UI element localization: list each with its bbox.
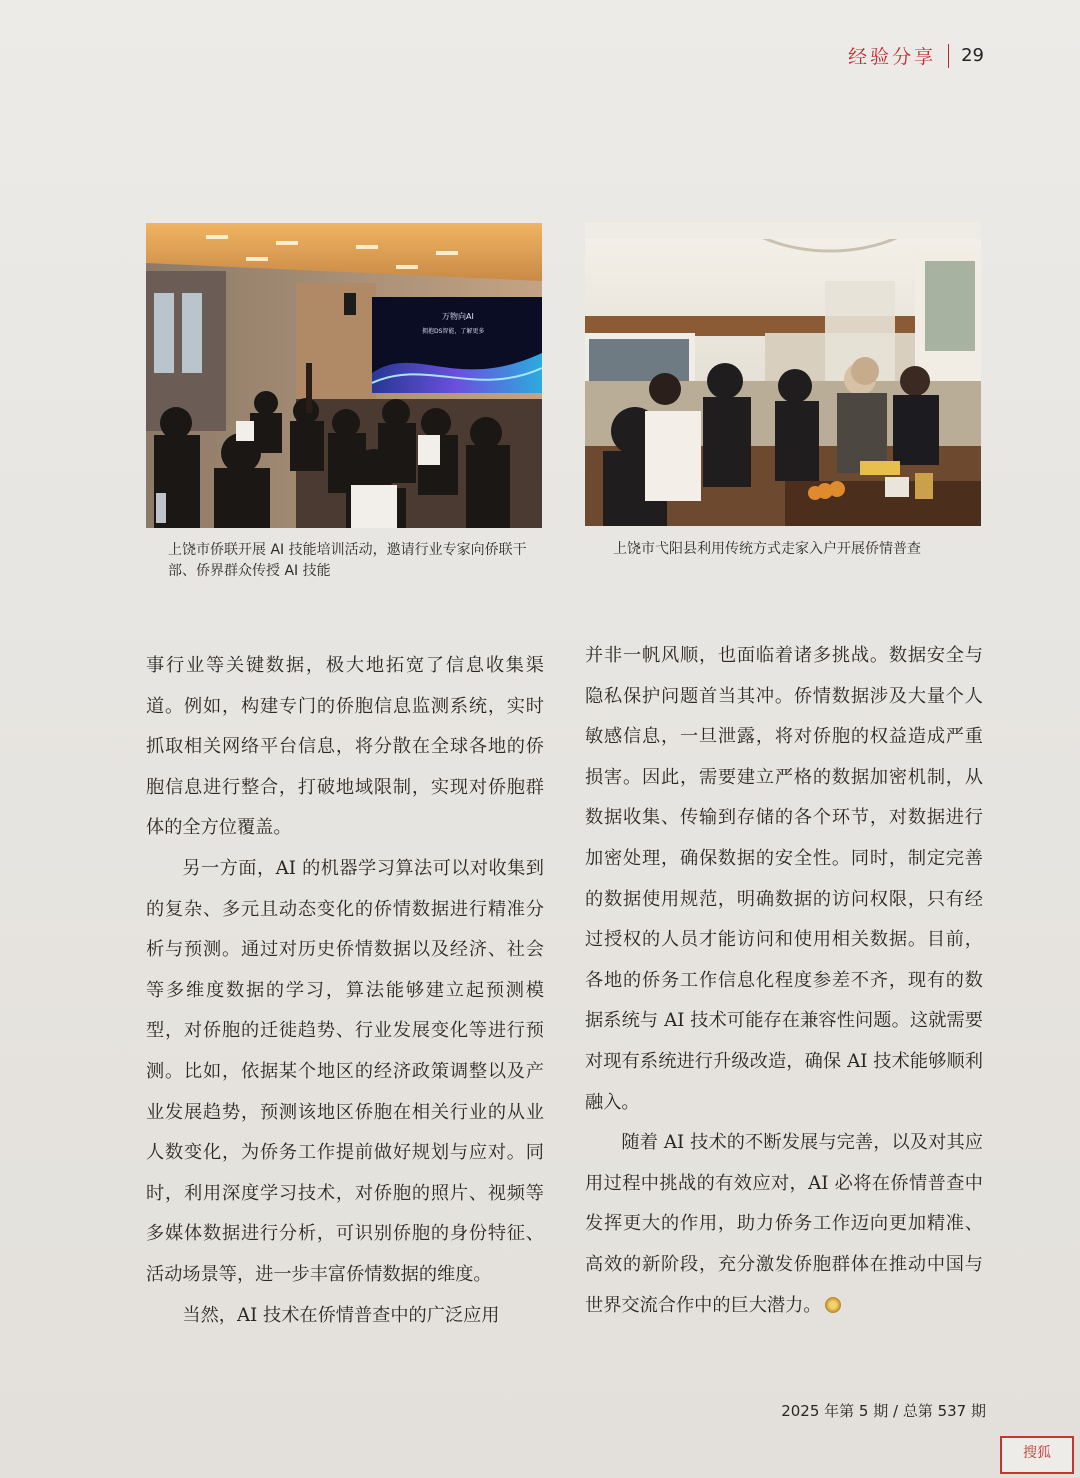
photo-household-visit-image — [585, 221, 981, 526]
photo-ai-training — [146, 223, 542, 528]
page-number: 29 — [961, 45, 984, 66]
paragraph: 另一方面，AI 的机器学习算法可以对收集到的复杂、多元且动态变化的侨情数据进行精准分析与预测。通过对历史侨情数据以及经济、社会等多维度数据的学习，算法能够建立起预测模型，对侨胞的迁徙趋势、行业发展变化等进行预测。比如，依据某个地区的经济政策调整以及产业发展趋势，预测该地区侨胞在相关行业的从业人数变化，为侨务工作提前做好规划与应对。同时，利用深度学习技术，对侨胞的照片、视频等多媒体数据进行分析，可识别侨胞的身份特征、活动场景等，进一步丰富侨情数据的维度。 — [146, 857, 544, 1285]
screen-title: 万物向AI — [442, 312, 474, 321]
end-mark-icon — [825, 1297, 841, 1313]
page-header — [848, 42, 984, 69]
paragraph: 当然，AI 技术在侨情普查中的广泛应用 — [182, 1304, 500, 1326]
article-column-left — [146, 646, 544, 1336]
photo-caption-right: 上饶市弋阳县利用传统方式走家入户开展侨情普查 — [613, 541, 921, 557]
paragraph-final — [585, 1123, 983, 1326]
watermark-seal: 搜狐 — [1000, 1436, 1074, 1474]
article-column-right — [585, 636, 983, 1326]
photo-caption-left: 上饶市侨联开展 AI 技能培训活动，邀请行业专家向侨联干部、侨界群众传授 AI 技能 — [168, 542, 527, 579]
photo-ai-training-image — [146, 223, 542, 528]
screen-subtitle: 拥抱DS智能，了解更多 — [422, 328, 485, 335]
header-divider — [948, 44, 949, 68]
paragraph-text: 随着 AI 技术的不断发展与完善，以及对其应用过程中挑战的有效应对，AI 必将在侨情普查中发挥更大的作用，助力侨务工作迈向更加精准、高效的新阶段，充分激发侨胞群体在推动中国与世界交流合作中的巨大潜力。 — [585, 1132, 983, 1316]
issue-info: 2025 年第 5 期 / 总第 537 期 — [781, 1402, 986, 1420]
section-name: 经验分享 — [848, 46, 937, 68]
paragraph: 并非一帆风顺，也面临着诸多挑战。数据安全与隐私保护问题首当其冲。侨情数据涉及大量个人敏感信息，一旦泄露，将对侨胞的权益造成严重损害。因此，需要建立严格的数据加密机制，从数据收集、传输到存储的各个环节，对数据进行加密处理，确保数据的安全性。同时，制定完善的数据使用规范，明确数据的访问权限，只有经过授权的人员才能访问和使用相关数据。目前，各地的侨务工作信息化程度参差不齐，现有的数据系统与 AI 技术可能存在兼容性问题。这就需要对现有系统进行升级改造，确保 AI 技术能够顺利融入。 — [585, 645, 983, 1113]
photo-household-visit — [585, 221, 981, 526]
paragraph: 事行业等关键数据，极大地拓宽了信息收集渠道。例如，构建专门的侨胞信息监测系统，实时抓取相关网络平台信息，将分散在全球各地的侨胞信息进行整合，打破地域限制，实现对侨胞群体的全方位覆盖。 — [146, 655, 544, 839]
